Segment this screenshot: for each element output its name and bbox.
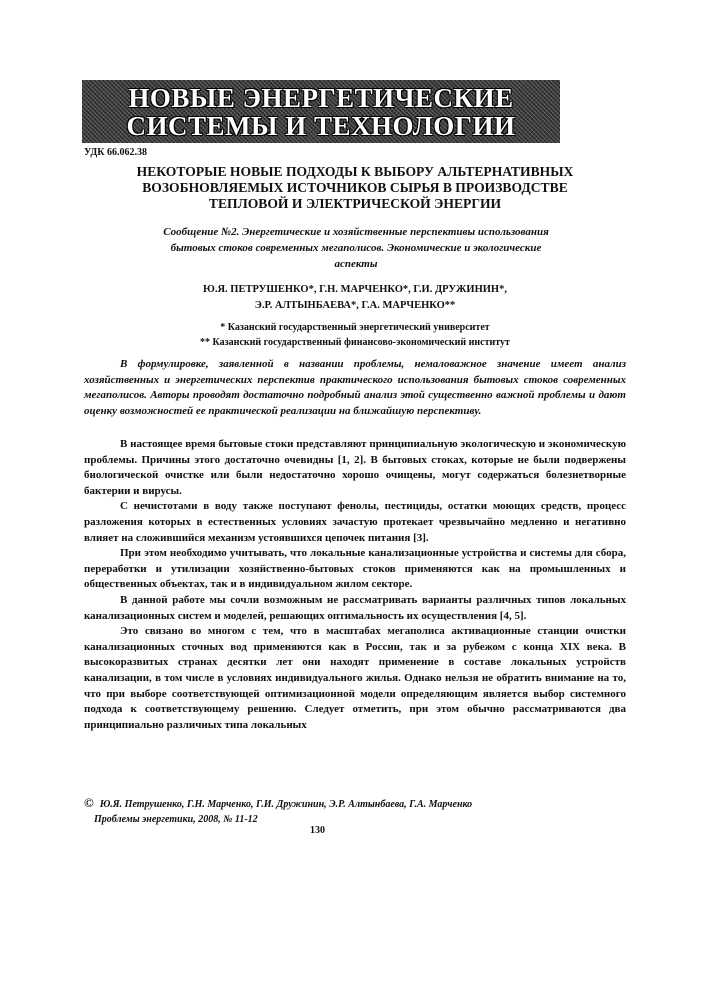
article-body [84,437,626,733]
authors-line-1: Ю.Я. ПЕТРУШЕНКО*, Г.Н. МАРЧЕНКО*, Г.И. ДРУЖИНИН*, [203,284,507,295]
paragraph: С нечистотами в воду также поступают фенолы, пестициды, остатки моющих средств, процесс разложения которых в естественных условиях зачастую протекает чрезвычайно медленно и негативно влияет на сложившийся механизм устоявшихся цепочек питания [3]. [84,500,626,544]
banner-line-1: НОВЫЕ ЭНЕРГЕТИЧЕСКИЕ [128,83,514,113]
title-line-1: НЕКОТОРЫЕ НОВЫЕ ПОДХОДЫ К ВЫБОРУ АЛЬТЕРНАТИВНЫХ [136,164,574,179]
title-line-3: ТЕПЛОВОЙ И ЭЛЕКТРИЧЕСКОЙ ЭНЕРГИИ [208,196,502,211]
authors-line-2: Э.Р. АЛТЫНБАЕВА*, Г.А. МАРЧЕНКО** [254,300,456,311]
footer-journal: Проблемы энергетики, 2008, № 11-12 [94,814,258,825]
paragraph: При этом необходимо учитывать, что локальные канализационные устройства и системы для сбора, переработки и утилизации хозяйственно-бытовых стоков применяются как на промышленных и общественных объектах, так и в индивидуальном жилом секторе. [84,547,626,591]
udk-code: УДК 66.062.38 [84,147,147,158]
copyright-icon: © [84,795,94,810]
affiliation-1: * Казанский государственный энергетический университет [220,322,490,333]
affiliations [90,320,620,350]
paragraph: В данной работе мы сочли возможным не рассматривать варианты различных типов локальных канализационных систем и моделей, решающих оптимальность их осуществления [4, 5]. [84,593,626,622]
paragraph: Это связано во многом с тем, что в масштабах мегаполиса активационные станции очистки канализационных сточных вод применяются как в России, так и за рубежом с конца XIX века. В высокоразвитых странах десятки лет они находят применение в составе локальных устройств канализации, в том числе в условиях индивидуального жилья. Однако нельзя не обратить внимание на то, что при выборе соответствующей оптимизационной модели определяющим является выбор системного подхода к соответствующему решению. Следует отметить, при этом обычно рассматриваются два принципиально различных типа локальных [84,625,626,731]
copyright-footer [84,795,472,827]
subtitle-line-3: аспекты [334,258,378,270]
subtitle-line-1: Сообщение №2. Энергетические и хозяйственные перспективы использования [163,226,549,238]
subtitle-line-2: бытовых стоков современных мегаполисов. Экономические и экологические [170,242,542,254]
affiliation-2: ** Казанский государственный финансово-экономический институт [200,337,510,348]
abstract-text: В формулировке, заявленной в названии проблемы, немаловажное значение имеет анализ хозяйственных и энергетических перспектив практического использования бытовых стоков современных мегаполисов. Авторы проводят достаточно подробный анализ этой существенно важной проблемы и дают оценку возможностей ее практической реализации на ближайшую перспективу. [84,358,626,417]
footer-authors: Ю.Я. Петрушенко, Г.Н. Марченко, Г.И. Дружинин, Э.Р. Алтынбаева, Г.А. Марченко [99,799,473,810]
article-subtitle [92,224,620,272]
journal-section-banner [82,80,560,143]
abstract [84,357,626,419]
paragraph: В настоящее время бытовые стоки представляют принципиальную экологическую и экономическую проблемы. Причины этого достаточно очевидны [1, 2]. В бытовых стоках, которые не были подвержены биологической очистке или были недостаточно хорошо очищены, могут содержаться болезнетворные бактерии и вирусы. [84,438,626,497]
author-list [90,282,620,314]
article-title [80,164,630,212]
page-number: 130 [310,825,325,836]
title-line-2: ВОЗОБНОВЛЯЕМЫХ ИСТОЧНИКОВ СЫРЬЯ В ПРОИЗВОДСТВЕ [142,180,568,195]
banner-line-2: СИСТЕМЫ И ТЕХНОЛОГИИ [126,111,516,141]
